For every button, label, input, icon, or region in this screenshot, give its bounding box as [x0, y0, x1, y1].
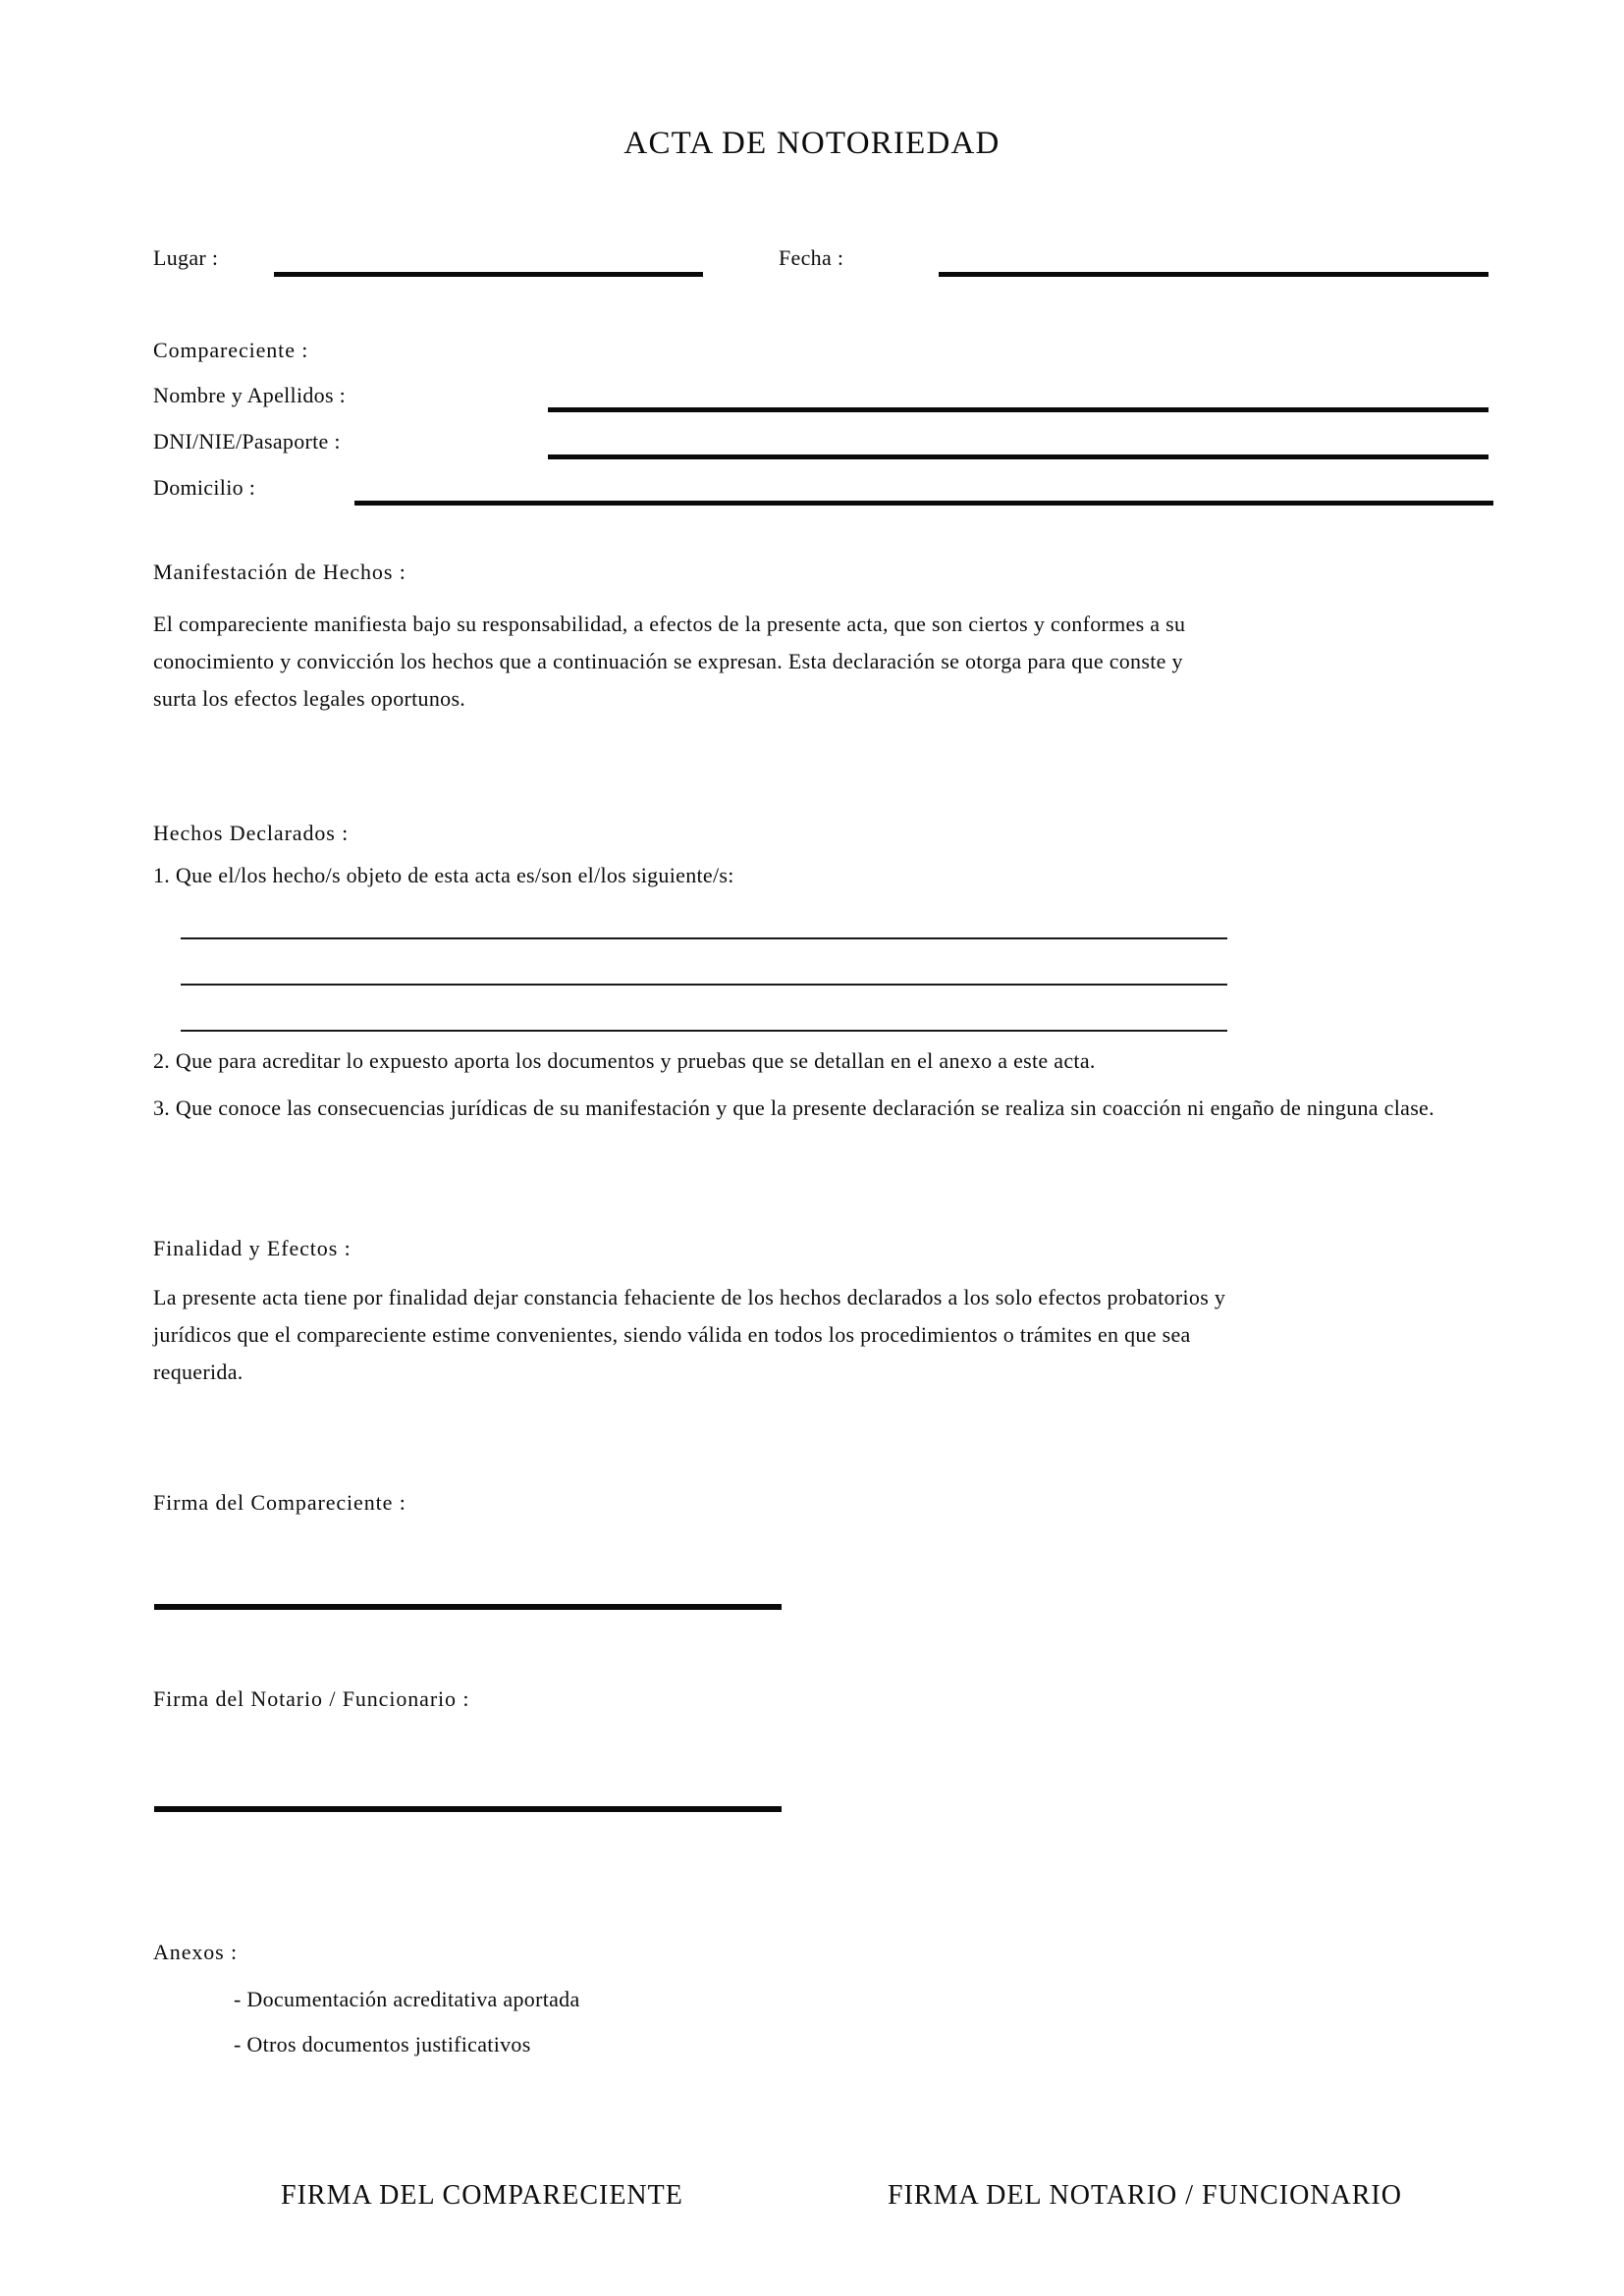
hechos-heading: Hechos Declarados : — [153, 821, 350, 845]
manifestacion-line-1: El compareciente manifiesta bajo su responsabilidad, a efectos de la presente acta, que son ciertos y conformes a su — [153, 612, 1186, 636]
hechos-blank-line-2 — [181, 984, 1227, 986]
anexo-item-2: - Otros documentos justificativos — [234, 2032, 531, 2056]
hechos-item-1: 1. Que el/los hecho/s objeto de esta acta es/son el/los siguiente/s: — [153, 863, 734, 887]
finalidad-line-3: requerida. — [153, 1360, 244, 1384]
hechos-blank-line-3 — [181, 1030, 1227, 1032]
nombre-fill-line — [548, 407, 1489, 412]
footer-firma-notario: FIRMA DEL NOTARIO / FUNCIONARIO — [888, 2180, 1402, 2211]
dni-fill-line — [548, 454, 1489, 459]
hechos-item-3: 3. Que conoce las consecuencias jurídicas de su manifestación y que la presente declaración se realiza sin coacción ni engaño de ninguna clase. — [153, 1095, 1435, 1120]
firma-notario-label: Firma del Notario / Funcionario : — [153, 1686, 470, 1711]
manifestacion-line-2: conocimiento y convicción los hechos que a continuación se expresan. Esta declaración se otorga para que conste y — [153, 649, 1183, 673]
nombre-label: Nombre y Apellidos : — [153, 383, 347, 407]
firma-compareciente-line — [154, 1604, 782, 1610]
finalidad-heading: Finalidad y Efectos : — [153, 1236, 352, 1260]
compareciente-heading: Compareciente : — [153, 338, 309, 362]
hechos-blank-line-1 — [181, 937, 1227, 939]
page-title: ACTA DE NOTORIEDAD — [623, 126, 1001, 161]
dni-label: DNI/NIE/Pasaporte : — [153, 429, 341, 454]
manifestacion-line-3: surta los efectos legales oportunos. — [153, 686, 466, 711]
manifestacion-paragraph — [153, 606, 1185, 718]
fecha-label: Fecha : — [779, 245, 844, 270]
finalidad-paragraph — [153, 1279, 1225, 1391]
manifestacion-heading: Manifestación de Hechos : — [153, 560, 406, 584]
finalidad-line-2: jurídicos que el compareciente estime convenientes, siendo válida en todos los procedimientos o trámites en que sea — [153, 1322, 1191, 1347]
domicilio-label: Domicilio : — [153, 475, 256, 500]
domicilio-fill-line — [354, 501, 1493, 506]
fecha-fill-line — [939, 272, 1489, 277]
firma-compareciente-label: Firma del Compareciente : — [153, 1490, 406, 1515]
anexo-item-1: - Documentación acreditativa aportada — [234, 1987, 580, 2011]
firma-notario-line — [154, 1806, 782, 1812]
lugar-fill-line — [274, 272, 703, 277]
footer-firma-compareciente: FIRMA DEL COMPARECIENTE — [281, 2180, 683, 2211]
anexos-heading: Anexos : — [153, 1940, 239, 1964]
lugar-label: Lugar : — [153, 245, 219, 270]
finalidad-line-1: La presente acta tiene por finalidad dejar constancia fehaciente de los hechos declarados a los solo efectos probatorios y — [153, 1285, 1226, 1309]
hechos-item-2: 2. Que para acreditar lo expuesto aporta los documentos y pruebas que se detallan en el anexo a este acta. — [153, 1048, 1096, 1073]
